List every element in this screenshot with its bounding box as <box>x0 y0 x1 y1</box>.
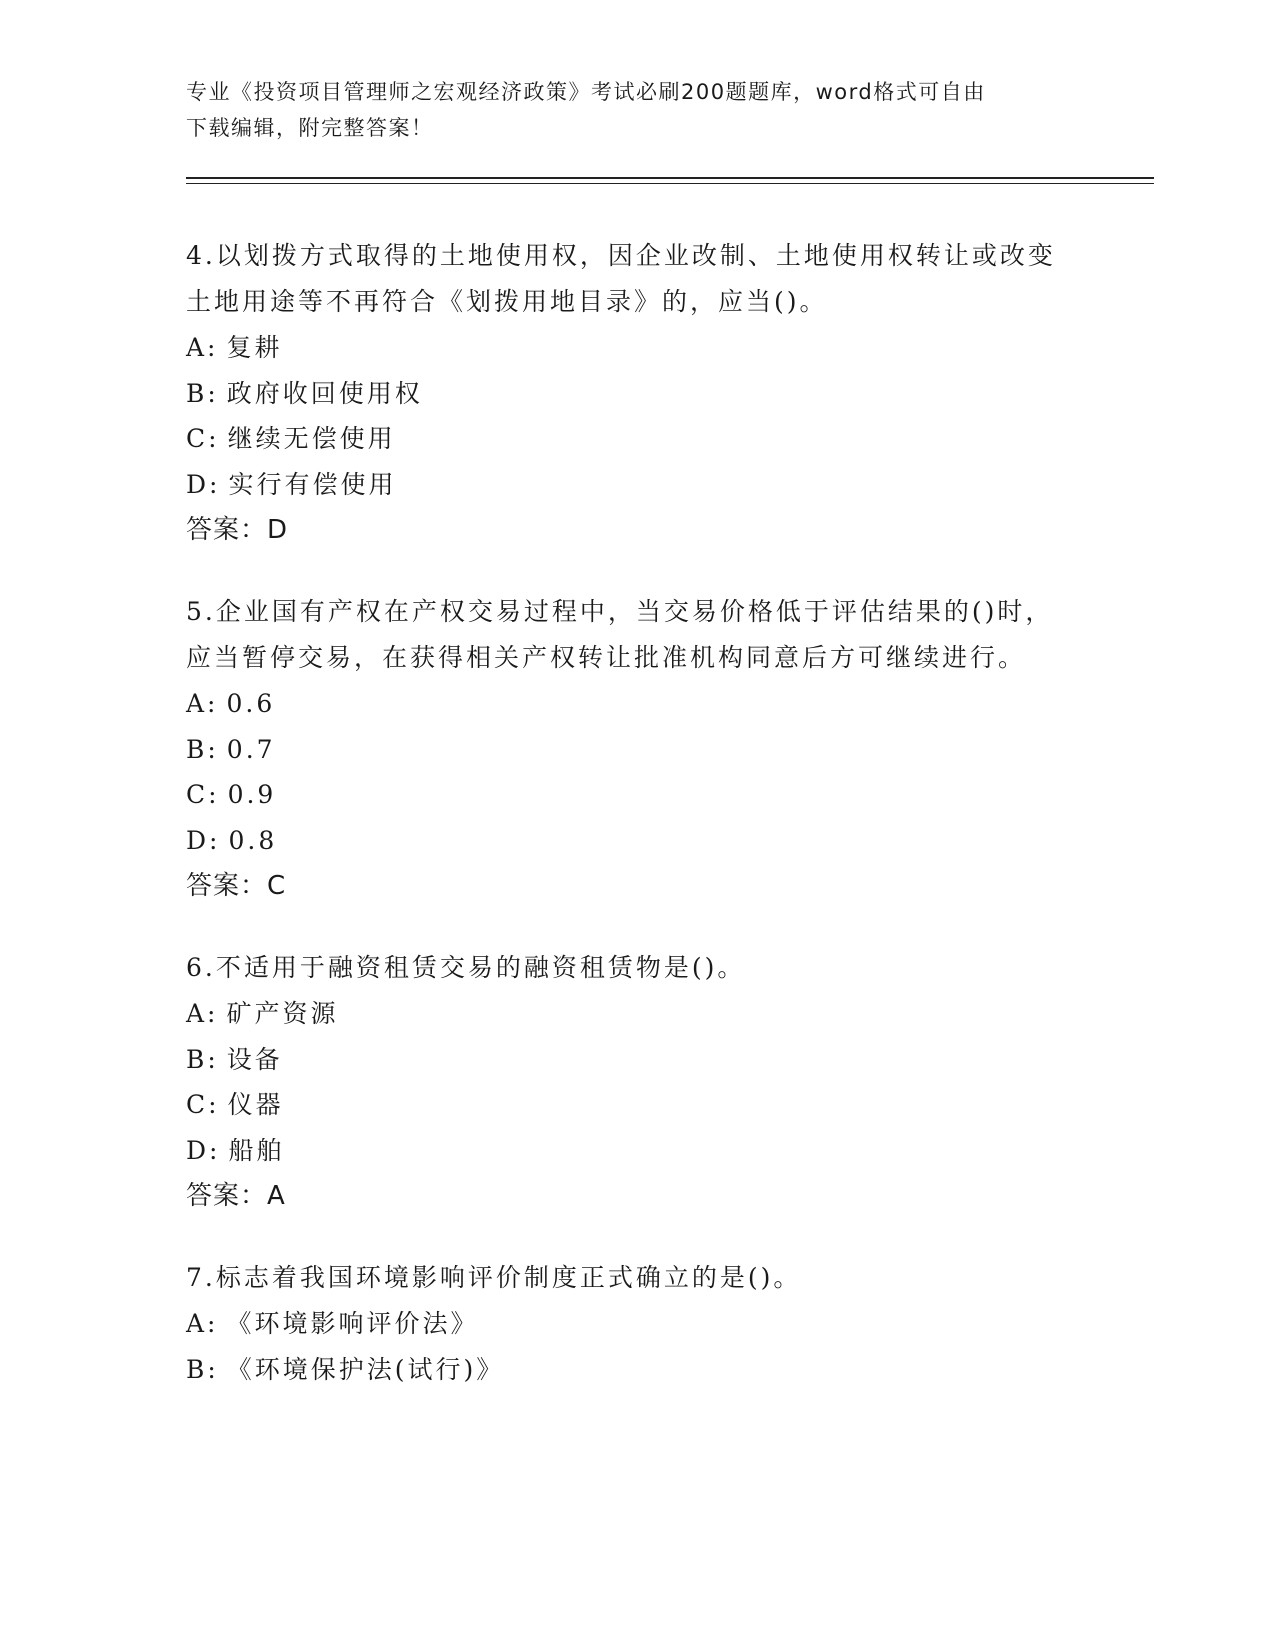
answer-line: 答案：A <box>186 1181 286 1211</box>
question-stem: 4.以划拨方式取得的土地使用权，因企业改制、土地使用权转让或改变土地用途等不再符合《划拨用地目录》的，应当()。 <box>186 241 1056 316</box>
document-header <box>186 74 1086 146</box>
option-text: 仪器 <box>227 1090 284 1119</box>
option-letter: D: <box>186 1135 221 1165</box>
question-6 <box>186 945 1066 1219</box>
option-text: 0.9 <box>227 780 277 809</box>
option-letter: B: <box>186 734 219 764</box>
option-c <box>186 772 1066 818</box>
option-d <box>186 1128 1066 1174</box>
option-letter: A: <box>186 333 219 362</box>
option-text: 《环境影响评价法》 <box>226 1309 479 1338</box>
option-a <box>186 325 1066 371</box>
option-a <box>186 991 1066 1037</box>
option-text: 《环境保护法(试行)》 <box>226 1354 505 1384</box>
header-divider-top <box>186 177 1154 179</box>
question-stem: 6.不适用于融资租赁交易的融资租赁物是()。 <box>186 953 746 982</box>
option-text: 政府收回使用权 <box>226 378 423 408</box>
question-5 <box>186 589 1066 909</box>
option-text: 0.6 <box>226 689 276 718</box>
option-letter: B: <box>186 1354 219 1384</box>
option-letter: D: <box>186 825 221 855</box>
header-line-1: 专业《投资项目管理师之宏观经济政策》考试必刷200题题库，word格式可自由 <box>186 80 986 104</box>
question-4 <box>186 233 1066 553</box>
option-letter: C: <box>186 424 220 453</box>
option-letter: A: <box>186 999 219 1028</box>
option-text: 0.8 <box>228 825 278 855</box>
header-line-2: 下载编辑，附完整答案！ <box>186 116 434 140</box>
answer-line: 答案：C <box>186 871 287 901</box>
answer-line: 答案：D <box>186 515 289 545</box>
option-letter: B: <box>186 1044 219 1074</box>
option-text: 矿产资源 <box>226 999 339 1028</box>
option-letter: D: <box>186 469 221 499</box>
option-b <box>186 1347 1066 1393</box>
question-stem: 5.企业国有产权在产权交易过程中，当交易价格低于评估结果的()时，应当暂停交易，在获得相关产权转让批准机构同意后方可继续进行。 <box>186 597 1054 672</box>
option-d <box>186 462 1066 508</box>
question-stem: 7.标志着我国环境影响评价制度正式确立的是()。 <box>186 1263 802 1292</box>
option-letter: C: <box>186 780 220 809</box>
header-divider-bottom <box>186 183 1154 184</box>
option-letter: C: <box>186 1090 220 1119</box>
option-c <box>186 416 1066 462</box>
option-b <box>186 1037 1066 1083</box>
option-b <box>186 371 1066 417</box>
option-text: 0.7 <box>226 734 276 764</box>
option-d <box>186 818 1066 864</box>
option-text: 设备 <box>226 1044 283 1074</box>
option-a <box>186 681 1066 727</box>
option-letter: B: <box>186 378 219 408</box>
option-b <box>186 727 1066 773</box>
option-text: 船舶 <box>228 1135 285 1165</box>
question-7 <box>186 1255 1066 1392</box>
option-a <box>186 1301 1066 1347</box>
option-text: 实行有偿使用 <box>228 469 397 499</box>
option-text: 继续无偿使用 <box>227 424 396 453</box>
option-letter: A: <box>186 689 219 718</box>
option-text: 复耕 <box>226 333 283 362</box>
option-c <box>186 1082 1066 1128</box>
option-letter: A: <box>186 1309 219 1338</box>
question-list <box>186 233 1066 1428</box>
